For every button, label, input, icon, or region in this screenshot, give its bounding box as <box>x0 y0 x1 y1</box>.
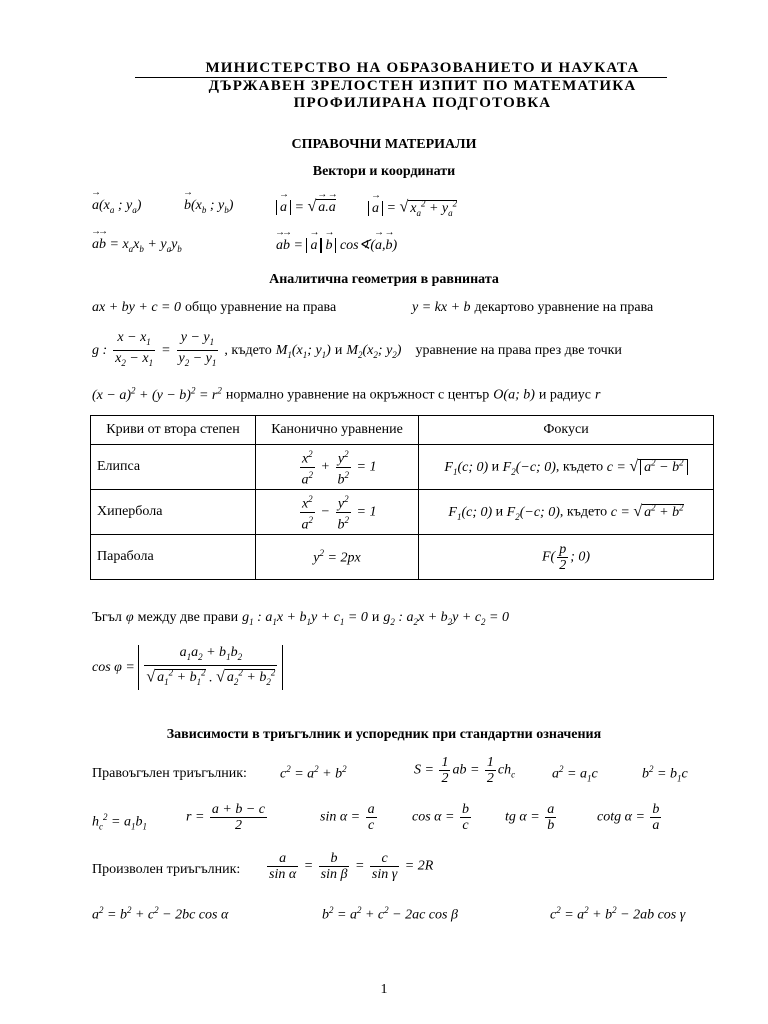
vector-length-coords-formula: → a = √ $x_a^2 + y_a^2$ <box>368 198 457 217</box>
altitude-formula: $h_c^2 = a_1b_1$ <box>92 812 147 832</box>
table-header-foci: Фокуси <box>419 416 714 445</box>
right-triangle-label: Правоъгълен триъгълник: <box>92 766 247 781</box>
page-title: СПРАВОЧНИ МАТЕРИАЛИ <box>291 137 477 152</box>
ellipse-equation: $\frac{x^2}{a^2}$ + $\frac{y^2}{b^2}$ = 1 <box>256 445 419 490</box>
vector-b-coords: → $b(x_b$ ; $y_b$) <box>184 198 233 215</box>
parabola-equation: $y^2 = 2px$ <box>256 535 419 580</box>
exam-heading: ДЪРЖАВЕН ЗРЕЛОСТЕН ИЗПИТ ПО МАТЕМАТИКА <box>208 78 637 94</box>
ellipse-foci: $F_1(c$; 0) и $F_2(-c$; 0), където c = √ $a^2 - b^2$ <box>419 445 714 490</box>
page-number: 1 <box>380 982 388 997</box>
sin-formula: sin α = $\frac{a}{c}$ <box>320 802 375 833</box>
table-cell-ellipse: Елипса <box>91 445 256 490</box>
cosine-theorem-c: $c^2 = a^2 + b^2 - 2ab$ cos γ <box>550 905 686 923</box>
ministry-heading: МИНИСТЕРСТВО НА ОБРАЗОВАНИЕТО И НАУКАТА <box>205 60 640 76</box>
sine-theorem: $\frac{a}{\text{sin α}}$ = $\frac{b}{\text{sin β}}$ = $\frac{c}{\text{sin γ}}$ = 2R <box>269 851 434 882</box>
dot-product-coords: → $a\to b = x_ax_b + y_ay_b$ <box>92 237 182 254</box>
pythagoras-formula: $c^2 = a^2 + b^2$ <box>280 764 347 782</box>
vector-a-coords: → $a(x_a$ ; $y_a$) <box>92 198 141 215</box>
angle-between-lines: Ъгъл φ между две прави $g_1$ : $a_1x + b_1y + c_1 = 0$ и $g_2$ : $a_2x + b_2y + c_2 = 0$ <box>92 610 509 627</box>
table-cell-hyperbola: Хипербола <box>91 490 256 535</box>
section-triangle-title: Зависимости в триъгълник и успоредник при стандартни означения <box>166 727 602 742</box>
hyperbola-foci: $F_1(c$; 0) и $F_2(-c$; 0), където c = √ $a^2 + b^2$ <box>419 490 714 535</box>
second-order-curves-table <box>90 415 714 580</box>
dot-product-angle: → a→ b = → a→ b cos∢(→ a,→ b) <box>276 237 397 254</box>
vector-length-formula: → a = √→ a.→ a <box>276 198 336 216</box>
general-line-equation: ax + by + c = 0 общо уравнение на права <box>92 300 337 315</box>
cotg-formula: cotg α = $\frac{b}{a}$ <box>597 802 660 833</box>
circle-equation: $(x - a)^2 + (y - b)^2 = r^2$ нормално уравнение на окръжност с център O(a; b) и радиус r <box>92 385 601 403</box>
right-triangle-area: S = $\frac{1}{2}$ ab = $\frac{1}{2}$ $ch_c$ <box>414 755 516 786</box>
table-cell-parabola: Парабола <box>91 535 256 580</box>
section-analytic-title: Аналитична геометрия в равнината <box>269 272 499 287</box>
cos-formula: cos α = $\frac{b}{c}$ <box>412 802 469 833</box>
cartesian-line-equation: y = kx + b декартово уравнение на права <box>412 300 654 315</box>
table-header-curve: Криви от втора степен <box>91 416 256 445</box>
arbitrary-triangle-label: Произволен триъгълник: <box>92 862 241 877</box>
two-point-line-equation: g : $\frac{x - x_1}{x_2 - x_1}$ = $\frac{y - y_1}{y_2 - y_1}$ , където $M_1(x_1$; $y_1$) и $M_2(x_2$; $y_2$) уравнение на права през две точки <box>92 330 622 368</box>
leg-projection-b: $b^2 = b_1c$ <box>642 764 688 784</box>
section-vectors-title: Вектори и координати <box>312 164 456 179</box>
table-header-equation: Канонично уравнение <box>256 416 419 445</box>
tg-formula: tg α = $\frac{a}{b}$ <box>505 802 555 833</box>
hyperbola-equation: $\frac{x^2}{a^2}$ − $\frac{y^2}{b^2}$ = 1 <box>256 490 419 535</box>
angle-cos-formula: cos φ = $\frac{a_1a_2 + b_1b_2}{√ a_1^2 + b_1^2 . √ a_2^2 + b_2^2}$ <box>92 645 283 690</box>
parabola-focus: F( $\frac{p}{2}$ ; 0) <box>419 535 714 580</box>
cosine-theorem-b: $b^2 = a^2 + c^2 - 2ac$ cos β <box>322 905 458 923</box>
profile-heading: ПРОФИЛИРАНА ПОДГОТОВКА <box>293 95 552 111</box>
inradius-formula: r = $\frac{a + b - c}{2}$ <box>186 802 266 833</box>
leg-projection-a: $a^2 = a_1c$ <box>552 764 598 784</box>
cosine-theorem-a: $a^2 = b^2 + c^2 - 2bc$ cos α <box>92 905 229 923</box>
